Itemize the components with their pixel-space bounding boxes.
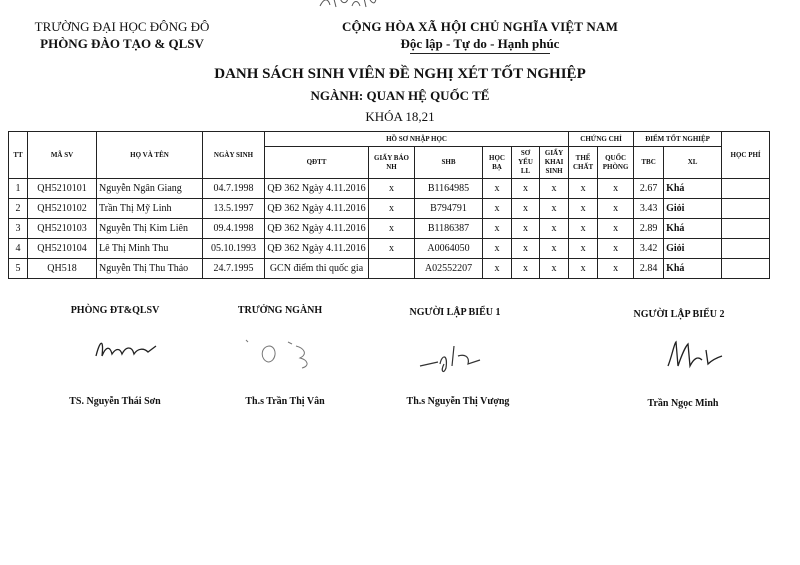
gpa-cell: 2.67 bbox=[634, 179, 664, 199]
defense-cert-cell: x bbox=[598, 239, 634, 259]
graduation-table bbox=[8, 131, 770, 279]
resume-cell: x bbox=[512, 199, 540, 219]
gpa-cell: 2.84 bbox=[634, 259, 664, 279]
th-ho-ten: HỌ VÀ TÊN bbox=[97, 132, 203, 179]
defense-cert-cell: x bbox=[598, 259, 634, 279]
student-id-cell: QH5210104 bbox=[28, 239, 97, 259]
classification-cell: Giỏi bbox=[664, 199, 722, 219]
resume-cell: x bbox=[512, 179, 540, 199]
department-name: PHÒNG ĐÀO TẠO & QLSV bbox=[40, 36, 204, 51]
physical-cert-cell: x bbox=[569, 219, 598, 239]
row-index-cell: 3 bbox=[9, 219, 28, 239]
diploma-number-cell: B1164985 bbox=[415, 179, 483, 199]
classification-cell: Giỏi bbox=[664, 239, 722, 259]
tuition-cell bbox=[722, 219, 770, 239]
national-header bbox=[330, 18, 630, 54]
th-so-yeu: SƠ YẾU LL bbox=[512, 147, 540, 179]
th-tt: TT bbox=[9, 132, 28, 179]
sig-name-1: TS. Nguyễn Thái Sơn bbox=[69, 396, 161, 407]
issuer-block bbox=[12, 18, 232, 52]
student-name-cell: Nguyễn Thị Thu Thảo bbox=[97, 259, 203, 279]
classification-cell: Khá bbox=[664, 259, 722, 279]
transcript-cell: x bbox=[483, 179, 512, 199]
resume-cell: x bbox=[512, 239, 540, 259]
physical-cert-cell: x bbox=[569, 239, 598, 259]
row-index-cell: 2 bbox=[9, 199, 28, 219]
sig-role-1: PHÒNG ĐT&QLSV bbox=[70, 305, 160, 316]
defense-cert-cell: x bbox=[598, 179, 634, 199]
table-row bbox=[9, 179, 770, 199]
physical-cert-cell: x bbox=[569, 199, 598, 219]
motto-underline bbox=[410, 53, 550, 54]
th-qdtt: QĐTT bbox=[265, 147, 369, 179]
sig-name-4: Trần Ngọc Minh bbox=[647, 398, 719, 409]
birth-certificate-cell: x bbox=[540, 239, 569, 259]
th-the-chat: THỂ CHẤT bbox=[569, 147, 598, 179]
signature-1 bbox=[92, 334, 162, 364]
row-index-cell: 4 bbox=[9, 239, 28, 259]
birth-date-cell: 05.10.1993 bbox=[203, 239, 265, 259]
sig-role-2: TRƯỞNG NGÀNH bbox=[237, 305, 323, 316]
th-xl: XL bbox=[664, 147, 722, 179]
transcript-cell: x bbox=[483, 259, 512, 279]
diploma-number-cell: A0064050 bbox=[415, 239, 483, 259]
table-row bbox=[9, 199, 770, 219]
admission-notice-cell: x bbox=[369, 239, 415, 259]
student-id-cell: QH5210102 bbox=[28, 199, 97, 219]
handwritten-mark bbox=[318, 0, 378, 10]
tuition-cell bbox=[722, 179, 770, 199]
sig-name-3: Th.s Nguyễn Thị Vượng bbox=[406, 396, 510, 407]
admission-decision-cell: QĐ 362 Ngày 4.11.2016 bbox=[265, 239, 369, 259]
birth-date-cell: 24.7.1995 bbox=[203, 259, 265, 279]
diploma-number-cell: A02552207 bbox=[415, 259, 483, 279]
transcript-cell: x bbox=[483, 199, 512, 219]
diploma-number-cell: B1186387 bbox=[415, 219, 483, 239]
tuition-cell bbox=[722, 239, 770, 259]
resume-cell: x bbox=[512, 219, 540, 239]
th-ngay-sinh: NGÀY SINH bbox=[203, 132, 265, 179]
sig-role-3: NGƯỜI LẬP BIỂU 1 bbox=[409, 307, 501, 318]
th-ma-sv: MÃ SV bbox=[28, 132, 97, 179]
major-line: NGÀNH: QUAN HỆ QUỐC TẾ bbox=[310, 88, 490, 103]
student-name-cell: Nguyễn Ngân Giang bbox=[97, 179, 203, 199]
admission-notice-cell: x bbox=[369, 219, 415, 239]
defense-cert-cell: x bbox=[598, 199, 634, 219]
th-shb: SHB bbox=[415, 147, 483, 179]
row-index-cell: 5 bbox=[9, 259, 28, 279]
physical-cert-cell: x bbox=[569, 259, 598, 279]
signature-3 bbox=[418, 340, 498, 376]
student-id-cell: QH5210101 bbox=[28, 179, 97, 199]
national-motto: Độc lập - Tự do - Hạnh phúc bbox=[400, 36, 560, 51]
student-id-cell: QH5210103 bbox=[28, 219, 97, 239]
physical-cert-cell: x bbox=[569, 179, 598, 199]
gpa-cell: 3.42 bbox=[634, 239, 664, 259]
defense-cert-cell: x bbox=[598, 219, 634, 239]
birth-certificate-cell: x bbox=[540, 219, 569, 239]
admission-decision-cell: QĐ 362 Ngày 4.11.2016 bbox=[265, 179, 369, 199]
admission-notice-cell: x bbox=[369, 199, 415, 219]
diploma-number-cell: B794791 bbox=[415, 199, 483, 219]
document-title: DANH SÁCH SINH VIÊN ĐỀ NGHỊ XÉT TỐT NGHIỆP bbox=[214, 66, 586, 82]
signature-2 bbox=[238, 332, 328, 372]
birth-certificate-cell: x bbox=[540, 179, 569, 199]
admission-decision-cell: QĐ 362 Ngày 4.11.2016 bbox=[265, 199, 369, 219]
th-chung-chi: CHỨNG CHỈ bbox=[569, 132, 634, 147]
table-row bbox=[9, 219, 770, 239]
th-giay-bao: GIẤY BÁO NH bbox=[369, 147, 415, 179]
th-giay-khai-sinh: GIẤY KHAI SINH bbox=[540, 147, 569, 179]
transcript-cell: x bbox=[483, 239, 512, 259]
th-tbc: TBC bbox=[634, 147, 664, 179]
birth-certificate-cell: x bbox=[540, 199, 569, 219]
birth-date-cell: 04.7.1998 bbox=[203, 179, 265, 199]
sig-role-4: NGƯỜI LẬP BIỂU 2 bbox=[633, 309, 725, 320]
country-name: CỘNG HÒA XÃ HỘI CHỦ NGHĨA VIỆT NAM bbox=[341, 19, 619, 34]
admission-notice-cell: x bbox=[369, 179, 415, 199]
th-hoc-phi: HỌC PHÍ bbox=[722, 132, 770, 179]
th-diem-tn: ĐIỂM TỐT NGHIỆP bbox=[634, 132, 722, 147]
admission-notice-cell bbox=[369, 259, 415, 279]
admission-decision-cell: GCN điểm thi quốc gia bbox=[265, 259, 369, 279]
tuition-cell bbox=[722, 259, 770, 279]
tuition-cell bbox=[722, 199, 770, 219]
resume-cell: x bbox=[512, 259, 540, 279]
classification-cell: Khá bbox=[664, 179, 722, 199]
student-name-cell: Lê Thị Minh Thu bbox=[97, 239, 203, 259]
student-name-cell: Nguyễn Thị Kim Liên bbox=[97, 219, 203, 239]
student-name-cell: Trần Thị Mỹ Linh bbox=[97, 199, 203, 219]
signature-4 bbox=[662, 336, 732, 376]
cohort-line: KHÓA 18,21 bbox=[365, 109, 435, 124]
birth-date-cell: 09.4.1998 bbox=[203, 219, 265, 239]
school-name: TRƯỜNG ĐẠI HỌC ĐÔNG ĐÔ bbox=[34, 19, 210, 34]
table-row bbox=[9, 239, 770, 259]
admission-decision-cell: QĐ 362 Ngày 4.11.2016 bbox=[265, 219, 369, 239]
gpa-cell: 3.43 bbox=[634, 199, 664, 219]
th-hoc-ba: HỌC BẠ bbox=[483, 147, 512, 179]
sig-name-2: Th.s Trần Thị Vân bbox=[245, 396, 325, 407]
gpa-cell: 2.89 bbox=[634, 219, 664, 239]
birth-certificate-cell: x bbox=[540, 259, 569, 279]
table-row bbox=[9, 259, 770, 279]
classification-cell: Khá bbox=[664, 219, 722, 239]
th-ho-so: HỒ SƠ NHẬP HỌC bbox=[265, 132, 569, 147]
birth-date-cell: 13.5.1997 bbox=[203, 199, 265, 219]
transcript-cell: x bbox=[483, 219, 512, 239]
row-index-cell: 1 bbox=[9, 179, 28, 199]
th-quoc-phong: QUỐC PHÒNG bbox=[598, 147, 634, 179]
student-id-cell: QH518 bbox=[28, 259, 97, 279]
